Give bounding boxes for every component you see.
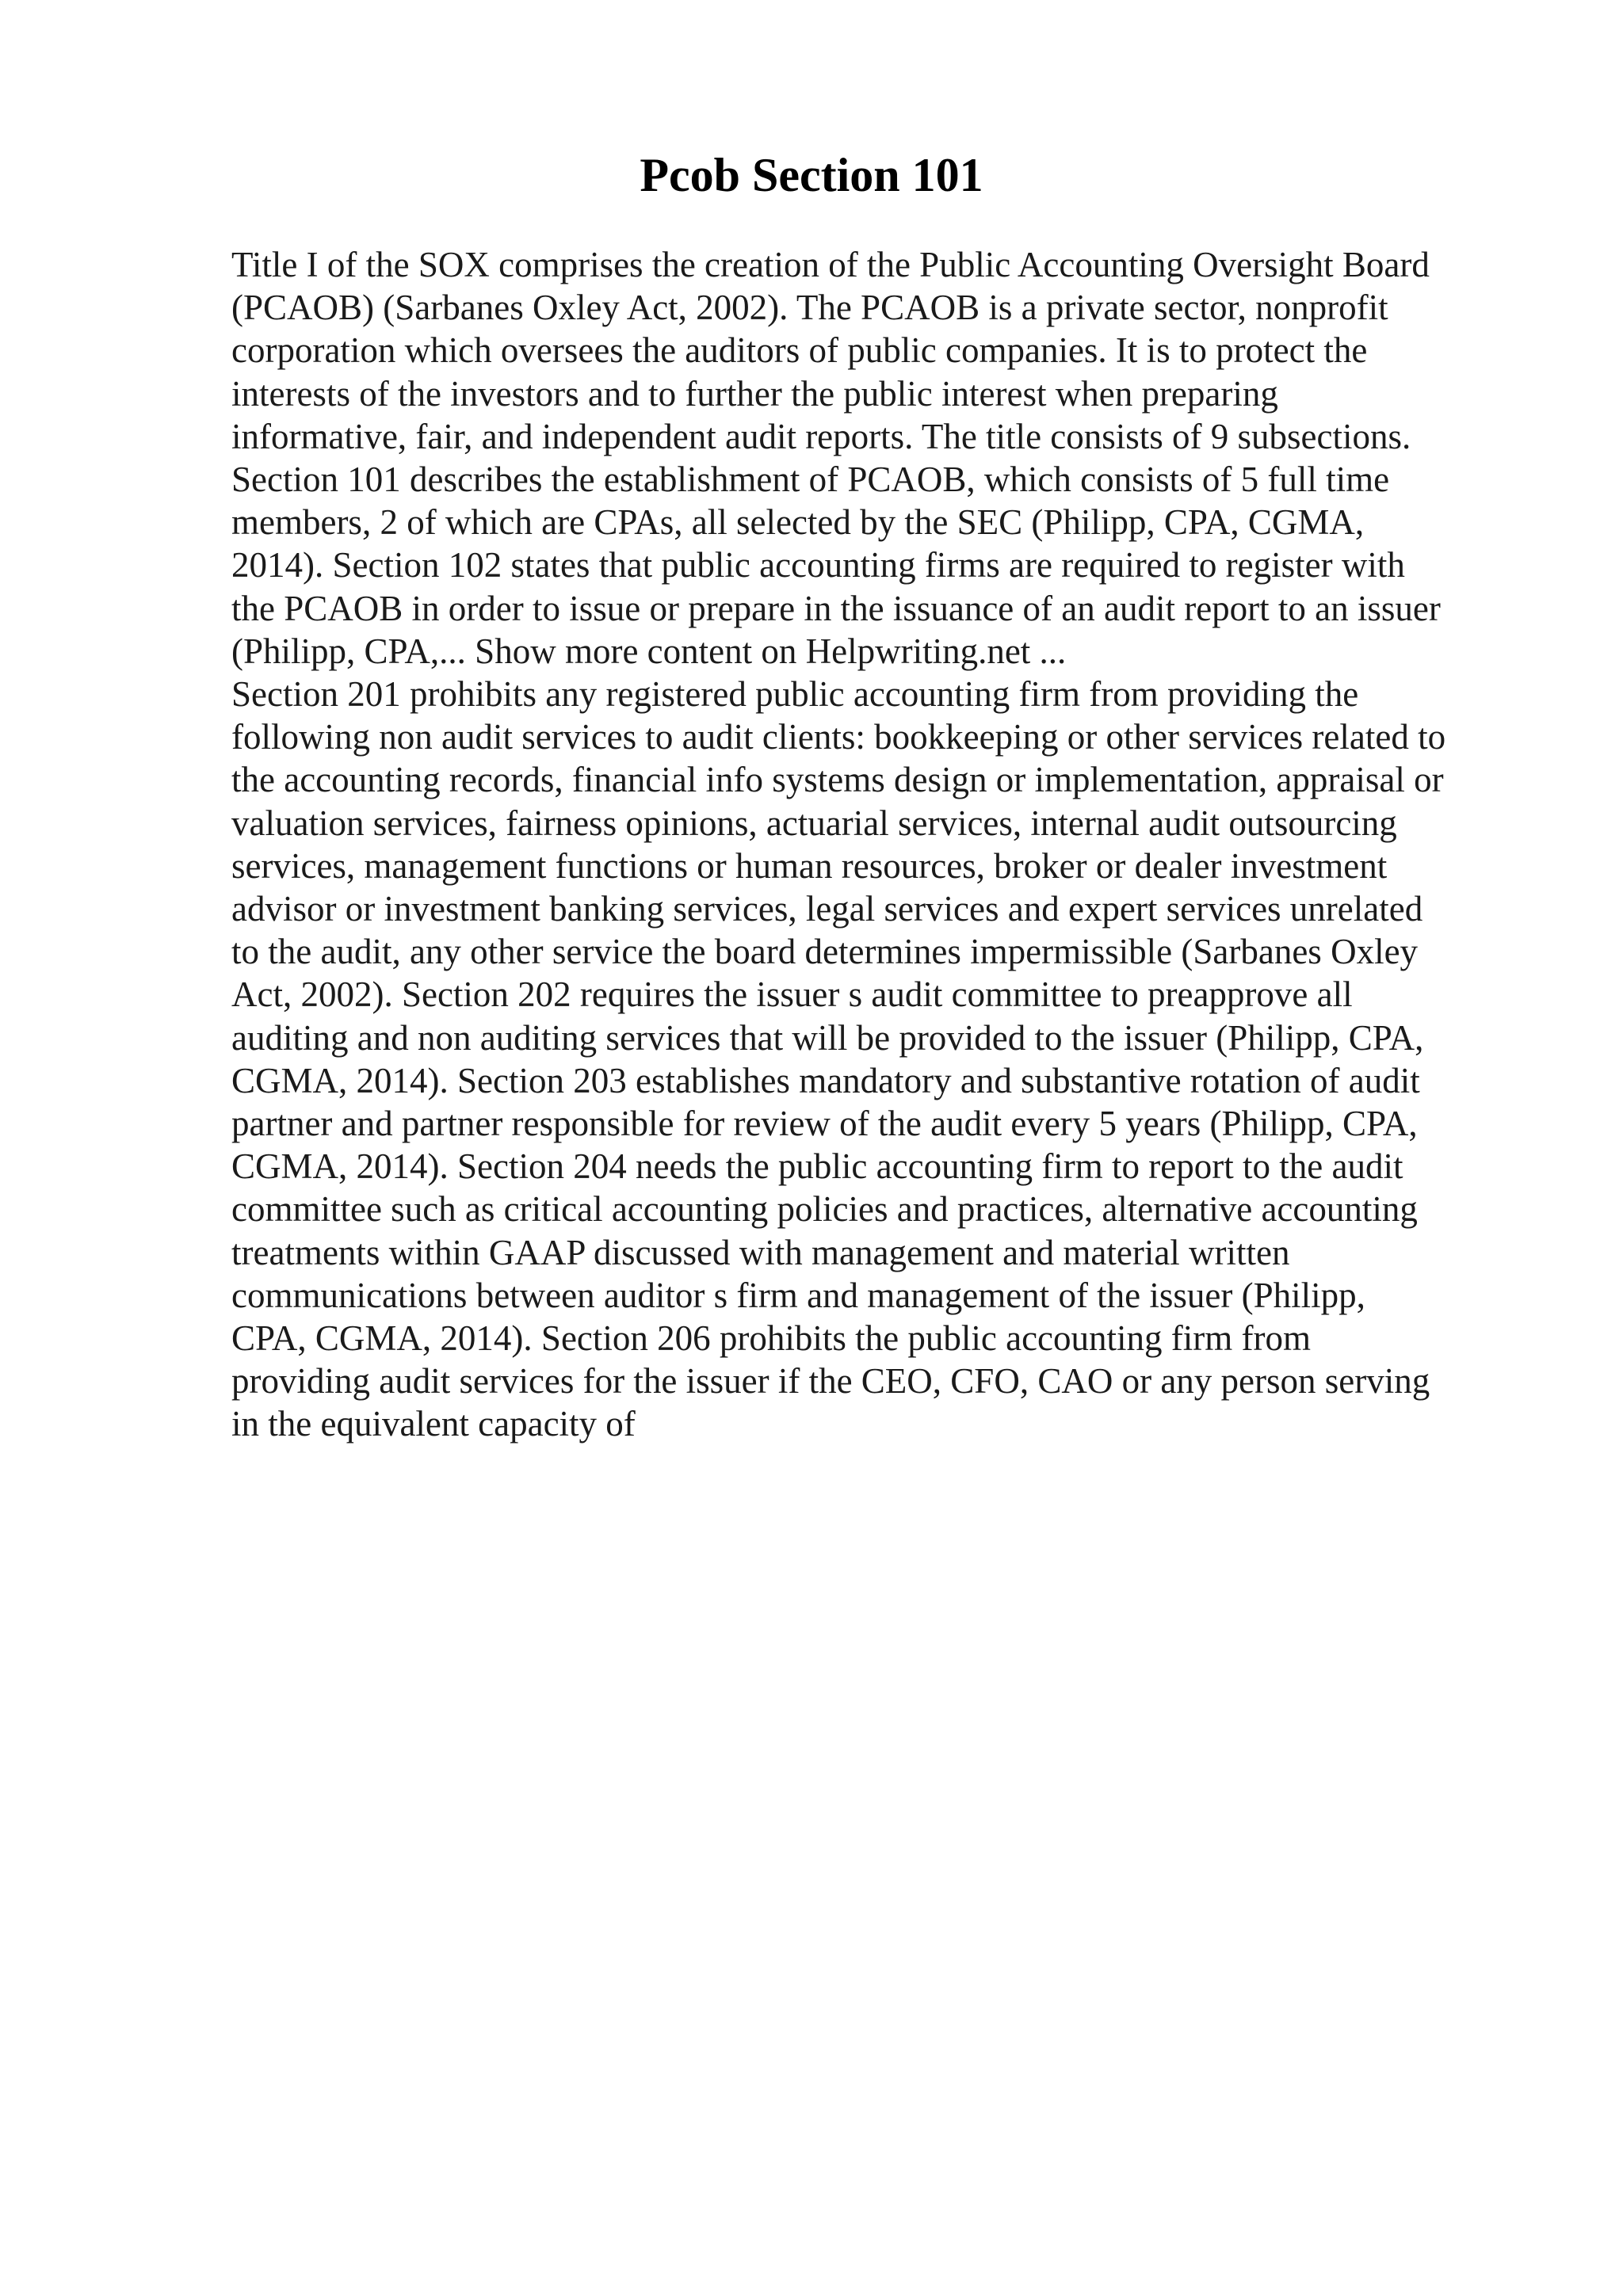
text-line: Section 101 describes the establishment of PCAOB, which consists of 5 full time <box>231 460 1390 500</box>
paragraph-1 <box>231 243 1507 673</box>
text-line: Act, 2002). Section 202 requires the issuer s audit committee to preapprove all <box>231 974 1353 1015</box>
text-line: CPA, CGMA, 2014). Section 206 prohibits the public accounting firm from <box>231 1318 1311 1359</box>
text-line: committee such as critical accounting policies and practices, alternative accounting <box>231 1189 1418 1230</box>
text-line: 2014). Section 102 states that public accounting firms are required to register with <box>231 545 1405 585</box>
text-line: providing audit services for the issuer if the CEO, CFO, CAO or any person serving <box>231 1361 1430 1402</box>
text-line: services, management functions or human resources, broker or dealer investment <box>231 845 1388 886</box>
text-line: Section 201 prohibits any registered public accounting firm from providing the <box>231 674 1359 715</box>
text-line: the PCAOB in order to issue or prepare in the issuance of an audit report to an issuer <box>231 588 1441 628</box>
text-line: (Philipp, CPA,... Show more content on Helpwriting.net ... <box>231 631 1067 671</box>
text-line: CGMA, 2014). Section 204 needs the public accounting firm to report to the audit <box>231 1146 1403 1187</box>
text-line: (PCAOB) (Sarbanes Oxley Act, 2002). The PCAOB is a private sector, nonprofit <box>231 288 1388 328</box>
text-line: auditing and non auditing services that will be provided to the issuer (Philipp, CPA, <box>231 1017 1424 1058</box>
text-line: corporation which oversees the auditors of public companies. It is to protect the <box>231 330 1368 371</box>
text-line: Title I of the SOX comprises the creation of the Public Accounting Oversight Board <box>231 245 1430 284</box>
text-line: to the audit, any other service the board determines impermissible (Sarbanes Oxley <box>231 932 1419 972</box>
text-line: partner and partner responsible for review of the audit every 5 years (Philipp, CPA, <box>231 1104 1418 1144</box>
text-line: in the equivalent capacity of <box>231 1404 636 1444</box>
text-line: CGMA, 2014). Section 203 establishes mandatory and substantive rotation of audit <box>231 1060 1420 1100</box>
text-line: informative, fair, and independent audit reports. The title consists of 9 subsections. <box>231 416 1411 456</box>
text-line: valuation services, fairness opinions, actuarial services, internal audit outsourcing <box>231 803 1397 843</box>
document-title: Pcob Section 101 <box>640 149 983 201</box>
text-line: following non audit services to audit clients: bookkeeping or other services related to <box>231 717 1446 757</box>
text-line: members, 2 of which are CPAs, all selected by the SEC (Philipp, CPA, CGMA, <box>231 502 1365 543</box>
text-line: interests of the investors and to further the public interest when preparing <box>231 373 1278 414</box>
text-line: the accounting records, financial info systems design or implementation, appraisal or <box>231 760 1444 800</box>
paragraph-2 <box>231 673 1507 1446</box>
text-line: advisor or investment banking services, legal services and expert services unrelated <box>231 889 1423 929</box>
text-line: communications between auditor s firm and management of the issuer (Philipp, <box>231 1275 1365 1315</box>
text-line: treatments within GAAP discussed with management and material written <box>231 1232 1290 1272</box>
document-body <box>231 243 1507 1446</box>
